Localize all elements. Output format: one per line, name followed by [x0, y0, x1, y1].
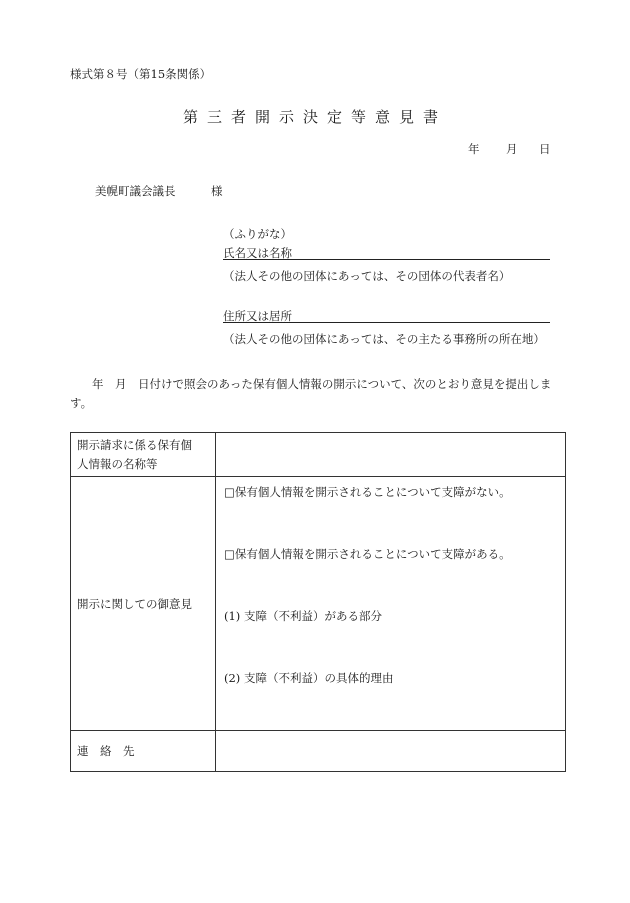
- statement-paragraph: 年 月 日付けで照会のあった保有個人情報の開示について、次のとおり意見を提出します。: [70, 377, 552, 410]
- opinion-label-cell: [71, 477, 216, 731]
- addressee-name: 美幌町議会議長: [95, 184, 176, 198]
- info-name-value-cell[interactable]: [216, 433, 566, 477]
- info-name-label-line1: 開示請求に係る保有個: [77, 437, 192, 452]
- info-name-label-line2: 人情報の名称等: [77, 456, 158, 471]
- date-month-label: 月: [506, 142, 518, 156]
- document-title: 第三者開示決定等意見書: [182, 108, 447, 126]
- info-name-label-cell: [71, 433, 216, 477]
- name-field-underline[interactable]: [223, 259, 550, 260]
- has-issue-checkbox-option[interactable]: □保有個人情報を開示されることについて支障がある。: [224, 547, 511, 561]
- form-number: 様式第８号（第15条関係）: [70, 67, 212, 81]
- contact-label-cell: [71, 731, 216, 772]
- contact-label: 連 絡 先: [77, 744, 135, 758]
- date-year-label: 年: [468, 142, 480, 156]
- no-issue-checkbox-option[interactable]: □保有個人情報を開示されることについて支障がない。: [224, 485, 511, 499]
- info-name-row: [71, 433, 566, 477]
- date-day-label: 日: [539, 142, 551, 156]
- address-field-label: 住所又は居所: [223, 309, 292, 323]
- opinion-label: 開示に関しての御意見: [77, 596, 192, 611]
- opinion-value-cell[interactable]: [216, 477, 566, 731]
- addressee-honorific: 様: [211, 184, 223, 198]
- furigana-label: （ふりがな）: [223, 227, 292, 241]
- contact-row: [71, 731, 566, 772]
- opinion-table: [70, 432, 566, 772]
- issue-reason-label: (2) 支障（不利益）の具体的理由: [224, 671, 394, 685]
- address-field-note: （法人その他の団体にあっては、その主たる事務所の所在地）: [223, 332, 545, 346]
- name-field-note: （法人その他の団体にあっては、その団体の代表者名）: [223, 269, 511, 283]
- issue-part-label: (1) 支障（不利益）がある部分: [224, 609, 382, 623]
- opinion-row: [71, 477, 566, 731]
- contact-value-cell[interactable]: [216, 731, 566, 772]
- address-field-underline[interactable]: [223, 322, 550, 323]
- name-field-label: 氏名又は名称: [223, 246, 292, 260]
